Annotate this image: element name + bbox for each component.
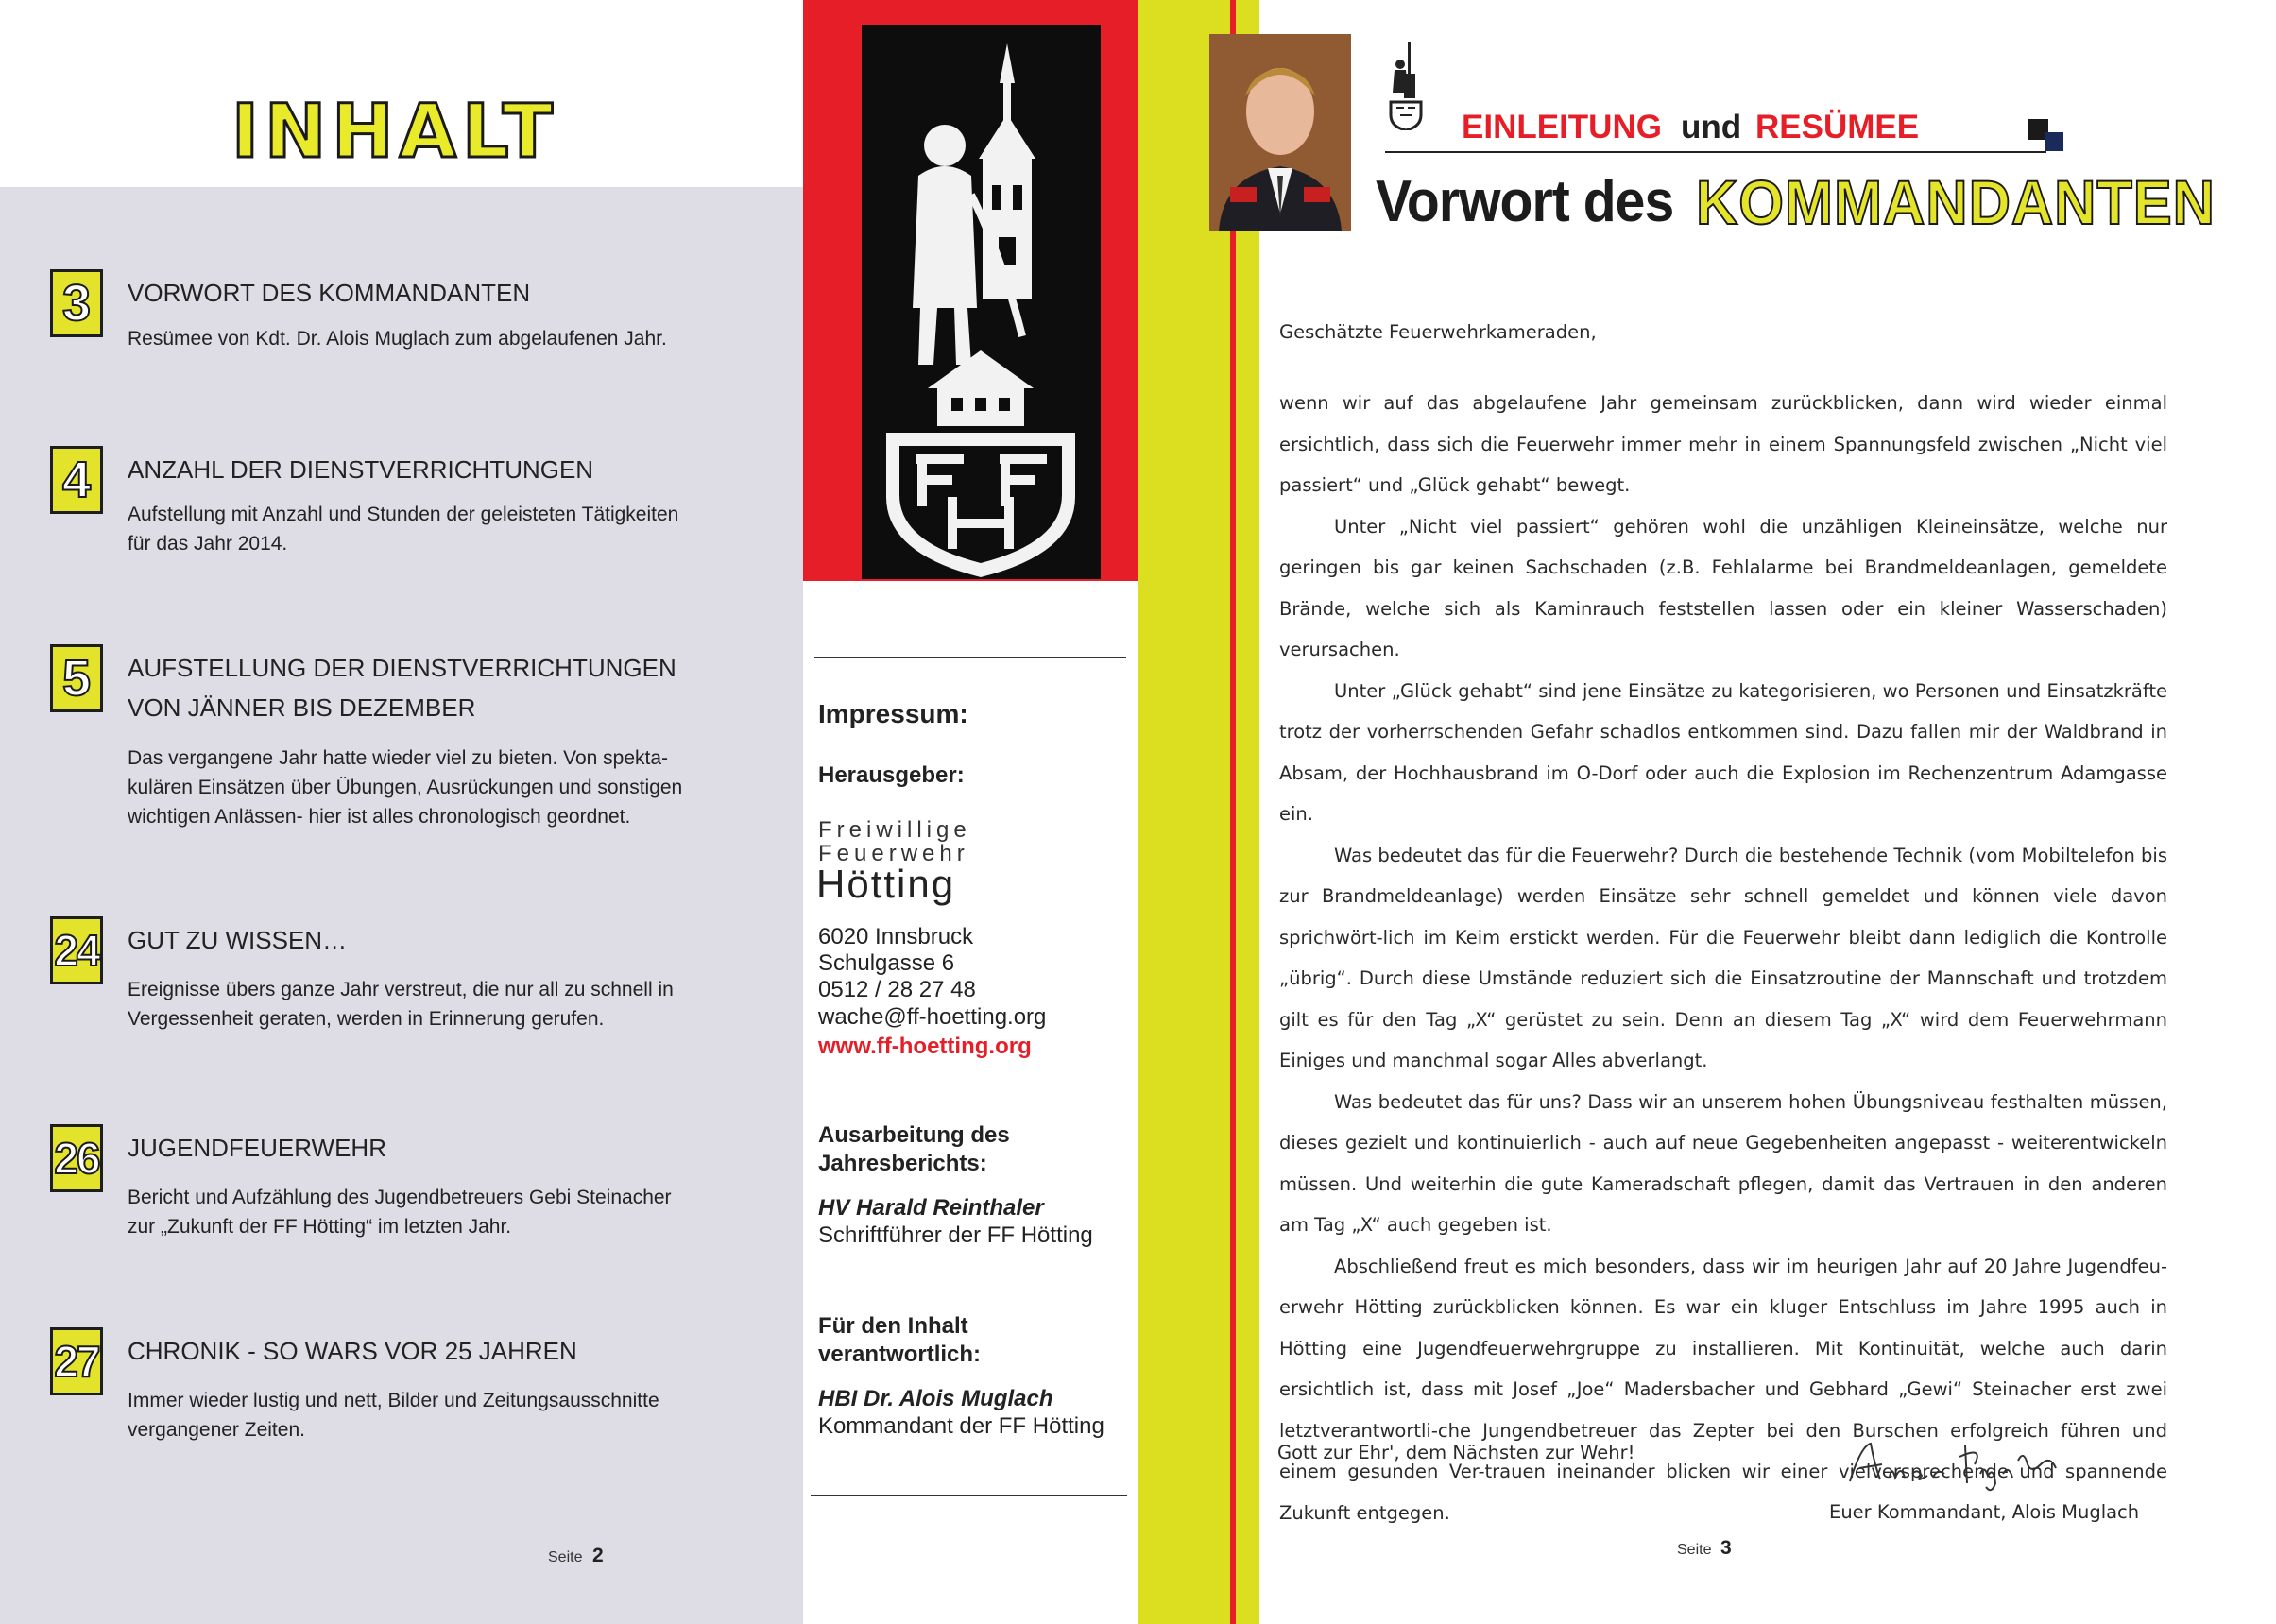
- responsible-label-line2: verantwortlich:: [818, 1342, 982, 1367]
- toc-heading: JUGENDFEUERWEHR: [128, 1134, 386, 1162]
- toc-desc-line: zur „Zukunft der FF Hötting“ im letzten Jahr.: [128, 1216, 512, 1238]
- toc-page-number: 27: [50, 1327, 103, 1395]
- yellow-band: [1138, 0, 1259, 1624]
- letter-paragraph: Was bedeutet das für die Feuerwehr? Durch die bestehende Technik (vom Mobiltelefon bis zur Brandmeldeanlage) werden Einsätze sehr schnell gemeldet und können viele davon sprichwört-lich im Keim erstickt werden. Für die Feuerwehr bleibt dann lediglich die Kontrolle „übrig“. Durch diese Umstände reduziert sich die Einsatzroutine der Mannschaft und trotzdem gilt es für den Tag „X“ gerüstet zu sein. Denn an diesem Tag „X“ wird dem Feuerwehrmann Einiges und manchmal sogar Alles abverlangt.: [1279, 844, 2167, 1071]
- fire-brigade-crest-icon: [862, 25, 1101, 579]
- letter-closing: Gott zur Ehr', dem Nächsten zur Wehr!: [1277, 1442, 1635, 1463]
- toc-desc-line: Aufstellung mit Anzahl und Stunden der geleisteten Tätigkeiten: [128, 504, 679, 525]
- responsible-role: Kommandant der FF Hötting: [818, 1413, 1104, 1439]
- phone-number: 0512 / 28 27 48: [818, 977, 976, 1002]
- signature-graphic: [1842, 1436, 2088, 1493]
- prepared-by-role: Schriftführer der FF Hötting: [818, 1222, 1093, 1248]
- prepared-by-name: HV Harald Reinthaler: [818, 1195, 1044, 1221]
- portrait-graphic: [1209, 34, 1351, 231]
- toc-desc-line: Das vergangene Jahr hatte wieder viel zu bieten. Von spekta-: [128, 747, 669, 769]
- prepared-by-label-line2: Jahresberichts:: [818, 1151, 987, 1176]
- toc-desc-line: vergangener Zeiten.: [128, 1419, 305, 1441]
- toc-page-number: 4: [50, 446, 103, 514]
- divider: [811, 1495, 1127, 1496]
- subtitle-resumee: RESÜMEE: [1755, 109, 1920, 145]
- letter-paragraph: Unter „Glück gehabt“ sind jene Einsätze zu kategorisieren, wo Personen und Einsatzkräfte trotz der vorherrschenden Gefahr schadlos entkommen sind. Dazu fallen mir der Waldbrand in Absam, der Hochhausbrand im O-Dorf oder auch die Explosion im Rechenzentrum Adamgasse ein.: [1279, 679, 2167, 825]
- toc-page-number: 24: [50, 916, 103, 984]
- red-stripe: [1230, 0, 1236, 1624]
- responsible-name: HBI Dr. Alois Muglach: [818, 1386, 1053, 1411]
- impressum-title: Impressum:: [818, 699, 968, 728]
- toc-description: [128, 500, 789, 558]
- subtitle-und: und: [1681, 109, 1742, 145]
- contents-title: INHALT: [231, 90, 558, 175]
- small-crest-graphic: [1387, 36, 1425, 130]
- divider: [814, 657, 1126, 658]
- signature-line: Euer Kommandant, Alois Muglach: [1829, 1501, 2140, 1523]
- handwritten-signature: [1842, 1436, 2088, 1493]
- toc-description: [128, 324, 789, 353]
- prepared-by-label: Ausarbeitung des: [818, 1122, 1010, 1148]
- page-number: 3: [1720, 1537, 1732, 1559]
- toc-page-number: 5: [50, 644, 103, 712]
- page-title-highlight: KOMMANDANTEN: [1696, 167, 2216, 237]
- letter-body: [1279, 383, 2167, 1533]
- publisher-name-line1: Freiwillige: [818, 817, 971, 843]
- toc-desc-line: für das Jahr 2014.: [128, 533, 288, 555]
- email-link[interactable]: wache@ff-hoetting.org: [818, 1004, 1047, 1030]
- toc-description: [128, 1183, 789, 1241]
- toc-heading: CHRONIK - SO WARS VOR 25 JAHREN: [128, 1337, 577, 1365]
- toc-desc-line: Vergessenheit geraten, werden in Erinnerung gerufen.: [128, 1008, 605, 1030]
- page-label: Seite: [548, 1549, 583, 1565]
- page-title: Vorwort des: [1376, 169, 1674, 234]
- toc-desc-line: Immer wieder lustig und nett, Bilder und Zeitungsausschnitte: [128, 1390, 659, 1411]
- page-number: 2: [592, 1545, 604, 1566]
- toc-heading: GUT ZU WISSEN…: [128, 926, 348, 954]
- toc-description: [128, 975, 789, 1034]
- website-link[interactable]: www.ff-hoetting.org: [818, 1034, 1032, 1059]
- small-crest-icon: [1387, 36, 1425, 130]
- letter-greeting: Geschätzte Feuerwehrkameraden,: [1279, 321, 1597, 343]
- publisher-name-line3: Hötting: [816, 862, 956, 906]
- toc-heading-line2: VON JÄNNER BIS DEZEMBER: [128, 693, 476, 722]
- toc-desc-line: Ereignisse übers ganze Jahr verstreut, die nur all zu schnell in: [128, 979, 674, 1000]
- toc-desc-line: kulären Einsätzen über Übungen, Ausrückungen und sonstigen: [128, 777, 683, 798]
- toc-heading: VORWORT DES KOMMANDANTEN: [128, 279, 531, 307]
- toc-description: [128, 1386, 789, 1445]
- toc-desc-line: wichtigen Anlässen- hier ist alles chronologisch geordnet.: [128, 806, 631, 828]
- publisher-label: Herausgeber:: [818, 762, 965, 788]
- commander-portrait: [1209, 34, 1351, 231]
- address-street: Schulgasse 6: [818, 950, 955, 976]
- address-city: 6020 Innsbruck: [818, 924, 974, 949]
- responsible-label: Für den Inhalt: [818, 1313, 968, 1339]
- subtitle-einleitung: EINLEITUNG: [1462, 109, 1662, 145]
- decorative-square: [2045, 132, 2063, 151]
- toc-page-number: 26: [50, 1124, 103, 1192]
- letter-paragraph: Abschließend freut es mich besonders, dass wir im heurigen Jahr auf 20 Jahre Jugendfeu-erwehr Hötting zurückblicken können. Es war ein kluger Entschluss im Jahre 1995 auch in Hötting eine Jugendfeuerwehrgruppe zu installieren. Mit Kontinuität, welche auch darin ersichtlich ist, dass mit Josef „Joe“ Madersbacher und Gebhard „Gewi“ Steinacher erst zwei letztverantwortli-che Jungendbetreuer das Zepter bei den Burschen erfolgreich führen und einem gesunden Ver-trauen ineinander blicken wir einer vielversprechende und spannende Zukunft entgegen.: [1279, 1255, 2167, 1524]
- toc-desc-line: Resümee von Kdt. Dr. Alois Muglach zum abgelaufenen Jahr.: [128, 328, 667, 350]
- toc-description: [128, 744, 789, 831]
- toc-desc-line: Bericht und Aufzählung des Jugendbetreuers Gebi Steinacher: [128, 1187, 672, 1208]
- crest-graphic: [862, 25, 1101, 579]
- toc-page-number: 3: [50, 269, 103, 337]
- toc-heading: AUFSTELLUNG DER DIENSTVERRICHTUNGEN: [128, 654, 676, 682]
- toc-heading: ANZAHL DER DIENSTVERRICHTUNGEN: [128, 455, 594, 484]
- publisher-name-line2: Feuerwehr: [818, 841, 969, 866]
- letter-paragraph: Unter „Nicht viel passiert“ gehören wohl die unzähligen Kleineinsätze, welche nur geringen bis gar keinen Sachschaden (z.B. Fehlalarme bei Brandmeldeanlagen, gemeldete Brände, welche sich als Kaminrauch feststellen lassen oder ein kleiner Wasserschaden) verursachen.: [1279, 515, 2167, 660]
- letter-paragraph: Was bedeutet das für uns? Dass wir an unserem hohen Übungsniveau festhalten müssen, dieses gezielt und kontinuierlich - auch auf neue Gegebenheiten angepasst - weiterentwickeln müssen. Und weiterhin die gute Kameradschaft pflegen, damit das Vertrauen in den anderen am Tag „X“ auch gegeben ist.: [1279, 1090, 2167, 1236]
- subtitle-rule: [1385, 151, 2046, 153]
- page-label: Seite: [1677, 1542, 1712, 1558]
- letter-paragraph: wenn wir auf das abgelaufene Jahr gemeinsam zurückblicken, dann wird wieder einmal ersichtlich, dass sich die Feuerwehr immer mehr in einem Spannungsfeld zwischen „Nicht viel passiert“ und „Glück gehabt“ bewegt.: [1279, 392, 2167, 496]
